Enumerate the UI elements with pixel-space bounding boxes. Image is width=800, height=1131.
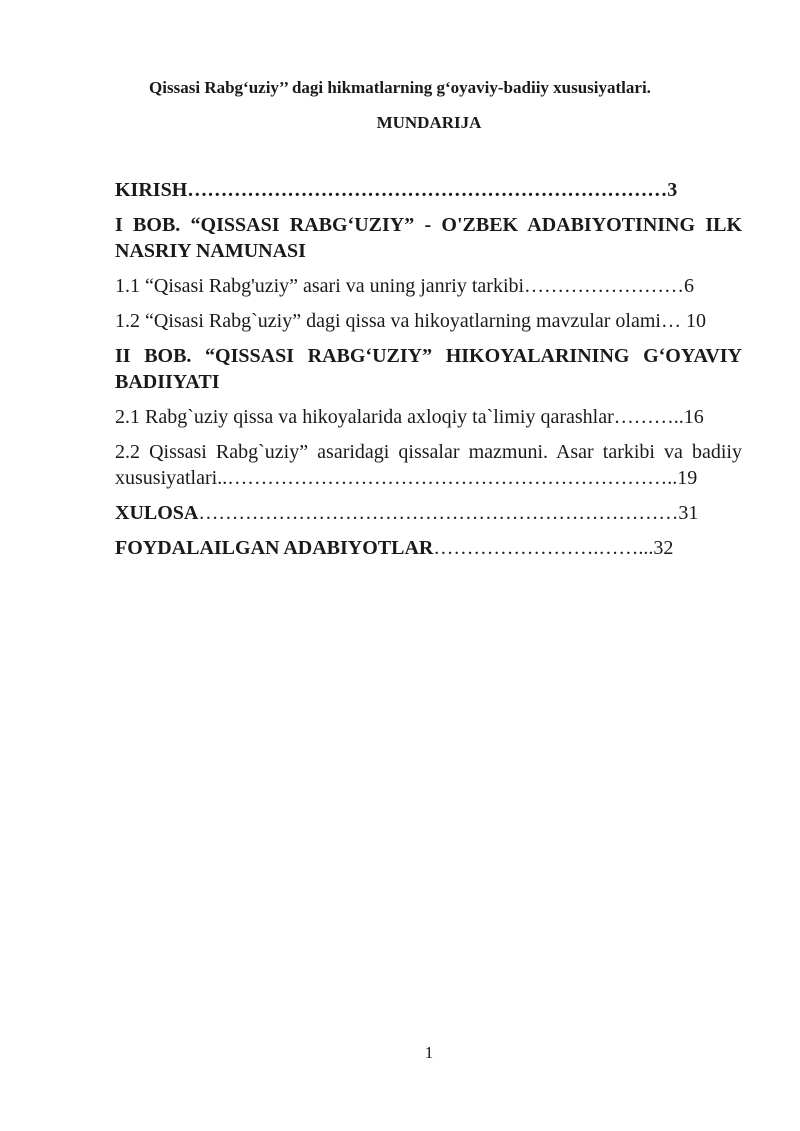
- toc-entry-section-2-2[interactable]: [115, 439, 742, 491]
- toc-entry-text: 2.2 Qissasi Rabg`uziy” asaridagi qissalar mazmuni. Asar tarkibi va badiiy xususiyatlari..…………………………………………………………..19: [115, 441, 742, 489]
- toc-entry-chapter-2[interactable]: [115, 343, 742, 395]
- toc-heading: MUNDARIJA: [376, 113, 482, 132]
- toc-entry-lead: XULOSA: [115, 502, 199, 524]
- page-number: 1: [424, 1043, 434, 1062]
- toc-entry-introduction[interactable]: [115, 177, 742, 203]
- toc-entry-dots: …………………….……...32: [433, 537, 674, 559]
- toc-entry-text: KIRISH………………………………………………………………3: [115, 179, 678, 201]
- toc-entry-section-1-1[interactable]: [115, 273, 742, 299]
- toc-entry-lead: FOYDALAILGAN ADABIYOTLAR: [115, 537, 434, 559]
- toc-entry-section-1-2[interactable]: [115, 308, 742, 334]
- toc-entry-text: I BOB. “QISSASI RABG‘UZIY” - O'ZBEK ADABIYOTINING ILK NASRIY NAMUNASI: [115, 214, 742, 262]
- toc-entry-section-2-1[interactable]: [115, 404, 742, 430]
- toc-entry-text: 2.1 Rabg`uziy qissa va hikoyalarida axloqiy ta`limiy qarashlar………..16: [115, 406, 704, 428]
- table-of-contents: [115, 177, 742, 570]
- toc-entry-chapter-1[interactable]: [115, 212, 742, 264]
- toc-entry-text: II BOB. “QISSASI RABG‘UZIY” HIKOYALARINING G‘OYAVIY BADIIYATI: [115, 345, 742, 393]
- toc-entry-text: 1.2 “Qisasi Rabg`uziy” dagi qissa va hikoyatlarning mavzular olami… 10: [115, 310, 706, 332]
- document-title: Qissasi Rabg‘uziy’’ dagi hikmatlarning g‘oyaviy-badiiy xususiyatlari.: [149, 78, 651, 97]
- toc-entry-dots: ………………………………………………………………31: [198, 502, 699, 524]
- toc-entry-references[interactable]: [115, 535, 742, 561]
- toc-entry-text: 1.1 “Qisasi Rabg'uziy” asari va uning janriy tarkibi……………………6: [115, 275, 695, 297]
- toc-entry-conclusion[interactable]: [115, 500, 742, 526]
